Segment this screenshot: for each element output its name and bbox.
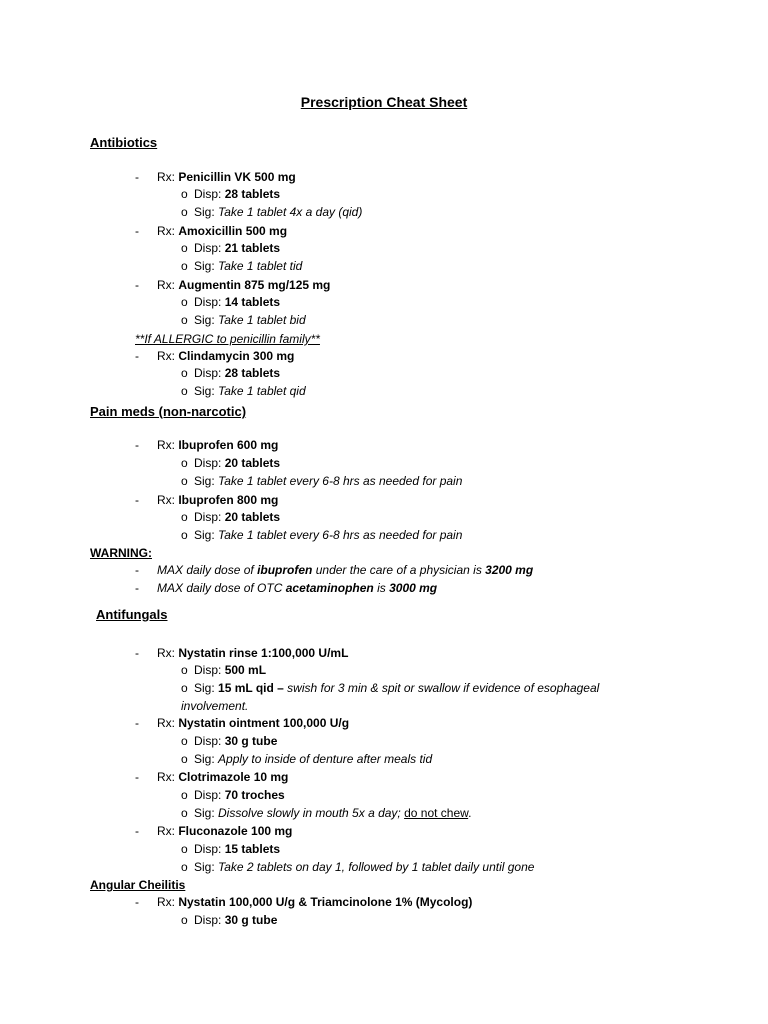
list-dash: -: [135, 716, 139, 730]
sig-line-continuation: involvement.: [181, 699, 249, 713]
drug-name: Penicillin VK 500 mg: [178, 170, 296, 184]
disp-line: o Disp: 20 tablets: [181, 510, 281, 524]
section-heading-antibiotics: Antibiotics: [90, 135, 158, 150]
circle-bullet-icon: o: [181, 806, 188, 820]
warning-line-acetaminophen: MAX daily dose of OTC acetaminophen is 3000 mg: [157, 581, 438, 595]
drug-name: Nystatin rinse 1:100,000 U/mL: [178, 646, 349, 660]
circle-bullet-icon: o: [181, 681, 188, 695]
sig-line: o Sig: Take 1 tablet every 6-8 hrs as needed for pain: [181, 528, 463, 542]
sig-line: o Sig: Apply to inside of denture after meals tid: [181, 752, 433, 766]
drug-name: Fluconazole 100 mg: [178, 824, 293, 838]
sig-line: o Sig: Take 2 tablets on day 1, followed by 1 tablet daily until gone: [181, 860, 535, 874]
drug-name: Nystatin ointment 100,000 U/g: [178, 716, 350, 730]
list-dash: -: [135, 646, 139, 660]
section-heading-antifungals: Antifungals: [96, 607, 168, 622]
disp-line: o Disp: 28 tablets: [181, 187, 281, 201]
drug-name: Amoxicillin 500 mg: [178, 224, 288, 238]
list-dash: -: [135, 563, 139, 577]
circle-bullet-icon: o: [181, 205, 188, 219]
disp-line: o Disp: 500 mL: [181, 663, 267, 677]
circle-bullet-icon: o: [181, 788, 188, 802]
disp-line: o Disp: 20 tablets: [181, 456, 281, 470]
list-dash: -: [135, 349, 139, 363]
list-dash: -: [135, 770, 139, 784]
page-title: Prescription Cheat Sheet: [300, 94, 468, 110]
list-dash: -: [135, 278, 139, 292]
circle-bullet-icon: o: [181, 456, 188, 470]
list-dash: -: [135, 493, 139, 507]
sig-line: o Sig: 15 mL qid – swish for 3 min & spit or swallow if evidence of esophageal: [181, 681, 600, 695]
rx-line: Rx: Nystatin rinse 1:100,000 U/mL: [157, 646, 349, 660]
circle-bullet-icon: o: [181, 860, 188, 874]
sig-line: o Sig: Take 1 tablet qid: [181, 384, 306, 398]
sig-line: o Sig: Take 1 tablet tid: [181, 259, 303, 273]
circle-bullet-icon: o: [181, 384, 188, 398]
section-heading-angular-cheilitis: Angular Cheilitis: [90, 878, 186, 892]
rx-line: Rx: Nystatin 100,000 U/g & Triamcinolone 1% (Mycolog): [157, 895, 473, 909]
circle-bullet-icon: o: [181, 187, 188, 201]
drug-name: Augmentin 875 mg/125 mg: [178, 278, 331, 292]
rx-line: Rx: Fluconazole 100 mg: [157, 824, 293, 838]
circle-bullet-icon: o: [181, 295, 188, 309]
drug-name: Nystatin 100,000 U/g & Triamcinolone 1% (Mycolog): [178, 895, 473, 909]
list-dash: -: [135, 438, 139, 452]
disp-line: o Disp: 14 tablets: [181, 295, 281, 309]
warning-heading: WARNING:: [90, 546, 152, 560]
warning-line-ibuprofen: MAX daily dose of ibuprofen under the care of a physician is 3200 mg: [157, 563, 534, 577]
circle-bullet-icon: o: [181, 510, 188, 524]
rx-line: Rx: Augmentin 875 mg/125 mg: [157, 278, 331, 292]
disp-line: o Disp: 28 tablets: [181, 366, 281, 380]
circle-bullet-icon: o: [181, 663, 188, 677]
circle-bullet-icon: o: [181, 259, 188, 273]
disp-line: o Disp: 30 g tube: [181, 734, 278, 748]
list-dash: -: [135, 170, 139, 184]
disp-line: o Disp: 30 g tube: [181, 913, 278, 927]
sig-line: o Sig: Take 1 tablet bid: [181, 313, 306, 327]
list-dash: -: [135, 581, 139, 595]
sig-line: o Sig: Dissolve slowly in mouth 5x a day; do not chew.: [181, 806, 472, 820]
disp-line: o Disp: 15 tablets: [181, 842, 281, 856]
rx-line: Rx: Amoxicillin 500 mg: [157, 224, 288, 238]
rx-line: Rx: Clotrimazole 10 mg: [157, 770, 289, 784]
rx-line: Rx: Nystatin ointment 100,000 U/g: [157, 716, 350, 730]
circle-bullet-icon: o: [181, 241, 188, 255]
circle-bullet-icon: o: [181, 313, 188, 327]
section-heading-pain-meds: Pain meds (non-narcotic): [90, 404, 247, 419]
rx-line: Rx: Penicillin VK 500 mg: [157, 170, 296, 184]
drug-name: Clindamycin 300 mg: [178, 349, 295, 363]
list-dash: -: [135, 224, 139, 238]
rx-line: Rx: Ibuprofen 800 mg: [157, 493, 279, 507]
list-dash: -: [135, 824, 139, 838]
circle-bullet-icon: o: [181, 366, 188, 380]
list-dash: -: [135, 895, 139, 909]
circle-bullet-icon: o: [181, 474, 188, 488]
rx-line: Rx: Ibuprofen 600 mg: [157, 438, 279, 452]
sig-line: o Sig: Take 1 tablet every 6-8 hrs as needed for pain: [181, 474, 463, 488]
drug-name: Ibuprofen 800 mg: [178, 493, 279, 507]
circle-bullet-icon: o: [181, 528, 188, 542]
sig-line: o Sig: Take 1 tablet 4x a day (qid): [181, 205, 363, 219]
circle-bullet-icon: o: [181, 734, 188, 748]
drug-name: Clotrimazole 10 mg: [178, 770, 289, 784]
drug-name: Ibuprofen 600 mg: [178, 438, 279, 452]
circle-bullet-icon: o: [181, 913, 188, 927]
circle-bullet-icon: o: [181, 842, 188, 856]
disp-line: o Disp: 70 troches: [181, 788, 285, 802]
allergy-note: **If ALLERGIC to penicillin family**: [135, 332, 320, 346]
rx-line: Rx: Clindamycin 300 mg: [157, 349, 295, 363]
disp-line: o Disp: 21 tablets: [181, 241, 281, 255]
circle-bullet-icon: o: [181, 752, 188, 766]
